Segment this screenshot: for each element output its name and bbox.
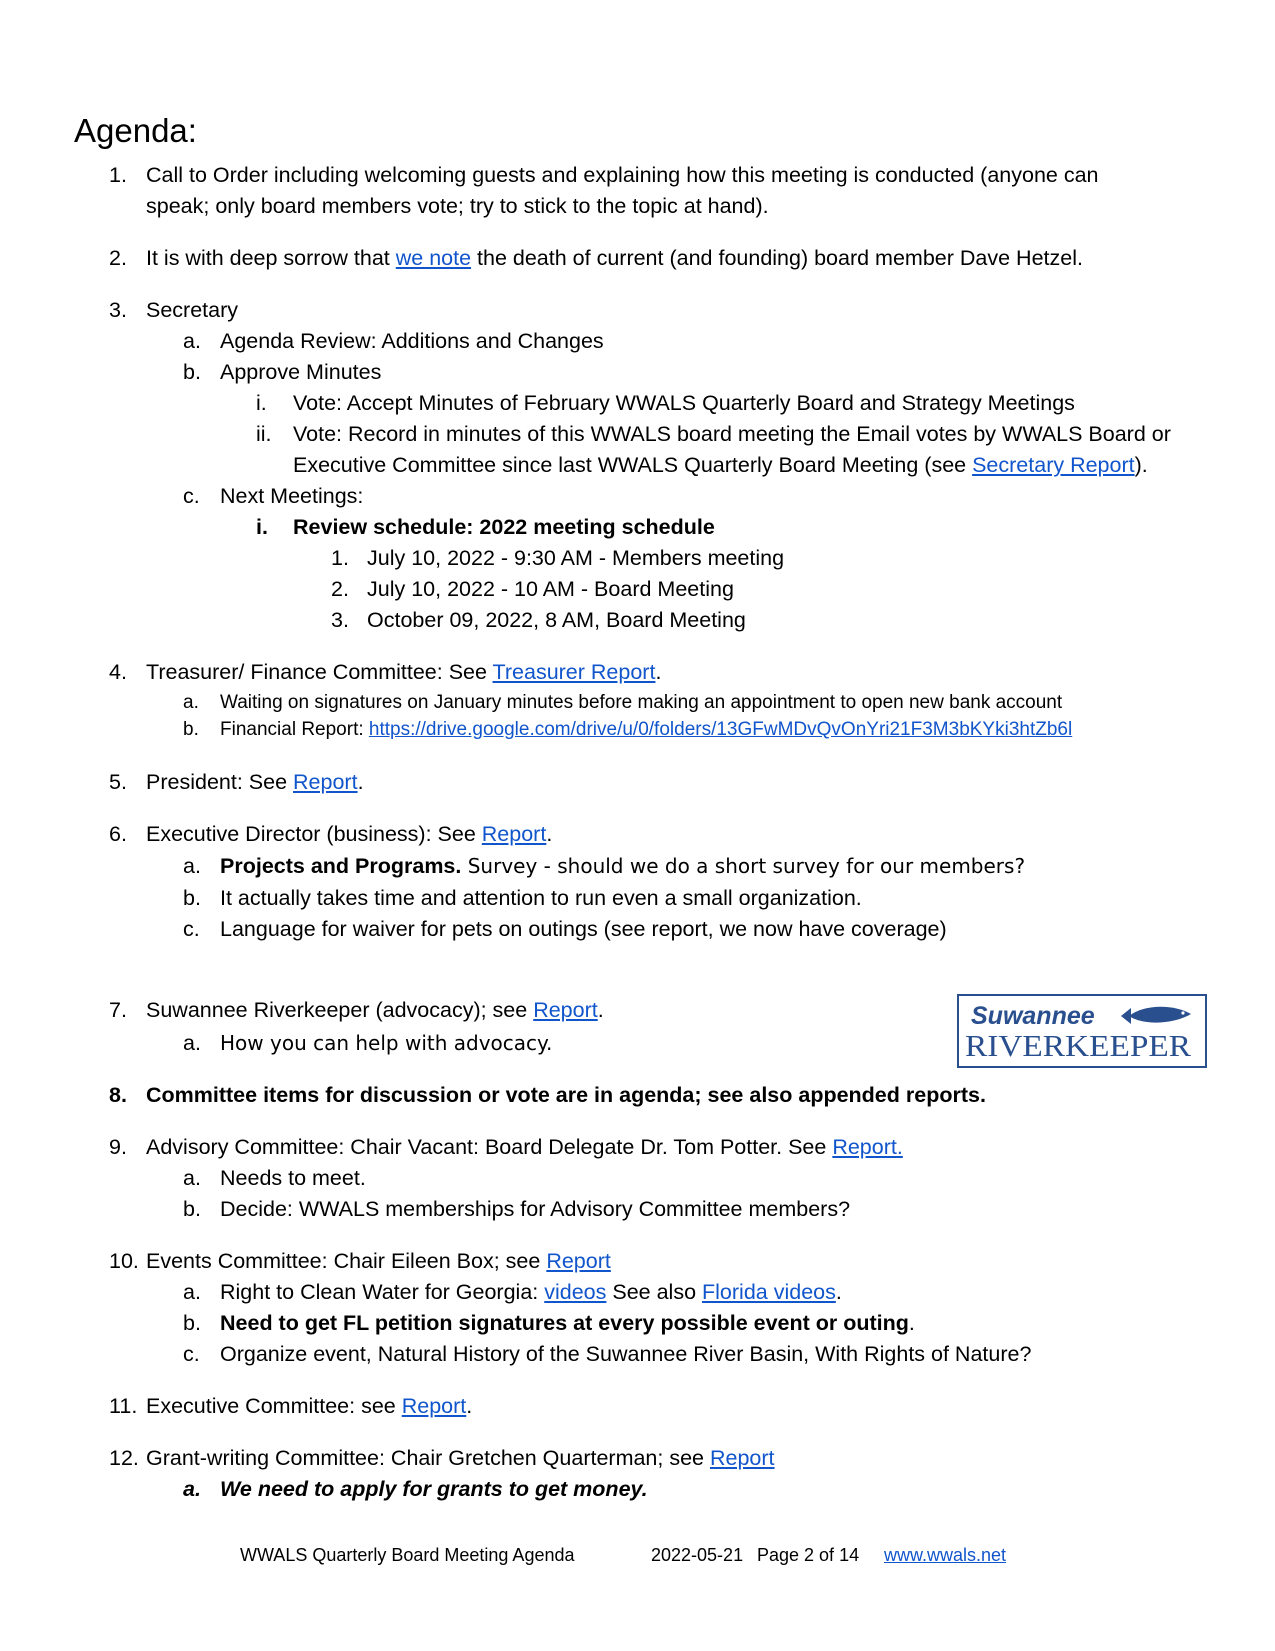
item-2-number: 2. xyxy=(109,246,127,270)
item-3bi-text: Vote: Accept Minutes of February WWALS Quarterly Board and Strategy Meetings xyxy=(293,391,1075,415)
item-12-number: 12. xyxy=(109,1446,139,1470)
item-6c-number: c. xyxy=(183,917,200,941)
item-10b-number: b. xyxy=(183,1311,201,1335)
item-3bii-line-2 xyxy=(293,451,1148,479)
item-6b-text: It actually takes time and attention to run even a small organization. xyxy=(220,886,862,910)
treasurer-report-link[interactable]: Treasurer Report xyxy=(492,660,656,684)
florida-videos-link[interactable]: Florida videos xyxy=(702,1280,836,1304)
item-2-post: the death of current (and founding) board member Dave Hetzel. xyxy=(471,246,1083,270)
meeting-3-number: 3. xyxy=(331,608,349,632)
item-3b-number: b. xyxy=(183,360,201,384)
item-3bii-number: ii. xyxy=(256,422,272,446)
logo-graphic xyxy=(959,996,1205,1066)
item-2-pre: It is with deep sorrow that xyxy=(146,246,396,270)
item-10a-number: a. xyxy=(183,1280,201,1304)
item-10-number: 10. xyxy=(109,1249,139,1273)
item-4-number: 4. xyxy=(109,660,127,684)
item-3-label: Secretary xyxy=(146,298,239,322)
item-5-text xyxy=(146,768,364,796)
item-10a-mid: See also xyxy=(606,1280,703,1304)
georgia-videos-link[interactable]: videos xyxy=(544,1280,607,1304)
item-6-post: . xyxy=(546,822,553,846)
logo-line-2: RIVERKEEPER xyxy=(965,1028,1192,1063)
item-10a-pre: Right to Clean Water for Georgia: xyxy=(220,1280,545,1304)
item-7-text xyxy=(146,996,604,1024)
item-11-text xyxy=(146,1392,472,1420)
item-10-pre: Events Committee: Chair Eileen Box; see xyxy=(146,1249,547,1273)
item-9-number: 9. xyxy=(109,1135,127,1159)
item-5-number: 5. xyxy=(109,770,127,794)
meeting-2-text: July 10, 2022 - 10 AM - Board Meeting xyxy=(367,577,734,601)
item-9b-number: b. xyxy=(183,1197,201,1221)
item-10b-post: . xyxy=(908,1311,915,1335)
secretary-report-link[interactable]: Secretary Report xyxy=(972,453,1135,477)
item-7a-number: a. xyxy=(183,1031,201,1055)
item-4-post: . xyxy=(655,660,662,684)
item-12-text xyxy=(146,1444,775,1472)
item-4-pre: Treasurer/ Finance Committee: See xyxy=(146,660,493,684)
item-7a-text: How you can help with advocacy. xyxy=(220,1031,553,1055)
item-6a-rest: Survey - should we do a short survey for our members? xyxy=(461,854,1026,878)
item-6a-text xyxy=(220,852,1025,880)
riverkeeper-report-link[interactable]: Report xyxy=(533,998,598,1022)
executive-committee-report-link[interactable]: Report xyxy=(401,1394,467,1418)
item-1-line-2: speak; only board members vote; try to stick to the topic at hand). xyxy=(146,194,769,218)
president-report-link[interactable]: Report xyxy=(293,770,358,794)
item-9-pre: Advisory Committee: Chair Vacant: Board Delegate Dr. Tom Potter. See xyxy=(146,1135,833,1159)
item-7-post: . xyxy=(597,998,604,1022)
logo-line-1: Suwannee xyxy=(971,1002,1095,1030)
item-1-line-1: Call to Order including welcoming guests and explaining how this meeting is conducted (anyone can xyxy=(146,163,1099,187)
item-3ci-text: Review schedule: 2022 meeting schedule xyxy=(293,515,715,539)
item-9b-text: Decide: WWALS memberships for Advisory Committee members? xyxy=(220,1197,851,1221)
item-10c-number: c. xyxy=(183,1342,200,1366)
item-4b-pre: Financial Report: xyxy=(220,719,369,740)
item-6b-number: b. xyxy=(183,886,201,910)
item-4b-number: b. xyxy=(183,719,199,740)
item-3bii-post: ). xyxy=(1134,453,1148,477)
item-9-text xyxy=(146,1133,903,1161)
item-6-pre: Executive Director (business): See xyxy=(146,822,482,846)
suwannee-riverkeeper-logo xyxy=(957,994,1207,1068)
fish-icon xyxy=(1121,1007,1191,1024)
item-3bi-number: i. xyxy=(256,391,267,415)
item-6a-number: a. xyxy=(183,854,201,878)
agenda-heading: Agenda: xyxy=(74,112,197,149)
item-3bii-line-1: Vote: Record in minutes of this WWALS board meeting the Email votes by WWALS Board or xyxy=(293,422,1171,446)
item-4a-text: Waiting on signatures on January minutes before making an appointment to open new bank account xyxy=(220,692,1063,713)
item-3ci-number: i. xyxy=(256,515,268,539)
item-5-pre: President: See xyxy=(146,770,294,794)
meeting-1-number: 1. xyxy=(331,546,349,570)
item-10b-bold: Need to get FL petition signatures at every possible event or outing xyxy=(220,1311,909,1335)
grant-writing-report-link[interactable]: Report xyxy=(709,1446,775,1470)
item-9a-number: a. xyxy=(183,1166,201,1190)
we-note-link[interactable]: we note xyxy=(395,246,472,270)
item-10-text xyxy=(146,1247,611,1275)
item-6-text xyxy=(146,820,552,848)
item-3bii-pre: Executive Committee since last WWALS Quarterly Board Meeting (see xyxy=(293,453,973,477)
footer-website-link[interactable]: www.wwals.net xyxy=(884,1545,1007,1565)
footer-page-number: Page 2 of 14 xyxy=(757,1545,860,1565)
item-4-text xyxy=(146,658,661,686)
footer-date: 2022-05-21 xyxy=(651,1545,744,1565)
item-12a-text: We need to apply for grants to get money. xyxy=(220,1477,648,1501)
item-1-number: 1. xyxy=(109,163,127,187)
item-11-number: 11. xyxy=(109,1394,138,1418)
item-11-post: . xyxy=(466,1394,473,1418)
item-8-text: Committee items for discussion or vote are in agenda; see also appended reports. xyxy=(146,1083,986,1107)
executive-director-report-link[interactable]: Report xyxy=(481,822,547,846)
meeting-3-text: October 09, 2022, 8 AM, Board Meeting xyxy=(367,608,746,632)
item-9a-text: Needs to meet. xyxy=(220,1166,366,1190)
item-3b-text: Approve Minutes xyxy=(220,360,382,384)
item-2-text xyxy=(146,244,1083,272)
item-10b-text xyxy=(220,1309,915,1337)
item-6a-bold: Projects and Programs. xyxy=(220,854,462,878)
financial-report-link[interactable]: https://drive.google.com/drive/u/0/folders/13GFwMDvQvOnYri21F3M3bKYki3htZb6l xyxy=(368,719,1073,740)
advisory-report-link[interactable]: Report. xyxy=(832,1135,903,1159)
footer-title: WWALS Quarterly Board Meeting Agenda xyxy=(240,1545,575,1565)
item-6c-text: Language for waiver for pets on outings (see report, we now have coverage) xyxy=(220,917,947,941)
item-3-number: 3. xyxy=(109,298,127,322)
item-11-pre: Executive Committee: see xyxy=(146,1394,402,1418)
events-report-link[interactable]: Report xyxy=(546,1249,611,1273)
meeting-1-text: July 10, 2022 - 9:30 AM - Members meeting xyxy=(367,546,785,570)
item-7-pre: Suwannee Riverkeeper (advocacy); see xyxy=(146,998,534,1022)
item-12-pre: Grant-writing Committee: Chair Gretchen Quarterman; see xyxy=(146,1446,710,1470)
item-4b-text xyxy=(220,716,1072,744)
item-10a-post: . xyxy=(835,1280,842,1304)
item-5-post: . xyxy=(357,770,364,794)
item-4a-number: a. xyxy=(183,692,199,713)
item-8-number: 8. xyxy=(109,1083,127,1107)
item-10c-text: Organize event, Natural History of the Suwannee River Basin, With Rights of Nature? xyxy=(220,1342,1032,1366)
item-6-number: 6. xyxy=(109,822,127,846)
item-12a-number: a. xyxy=(183,1477,201,1501)
item-3c-number: c. xyxy=(183,484,200,508)
item-3a-number: a. xyxy=(183,329,201,353)
item-7-number: 7. xyxy=(109,998,127,1022)
item-10a-text xyxy=(220,1278,842,1306)
item-3c-text: Next Meetings: xyxy=(220,484,364,508)
item-3a-text: Agenda Review: Additions and Changes xyxy=(220,329,604,353)
meeting-2-number: 2. xyxy=(331,577,349,601)
